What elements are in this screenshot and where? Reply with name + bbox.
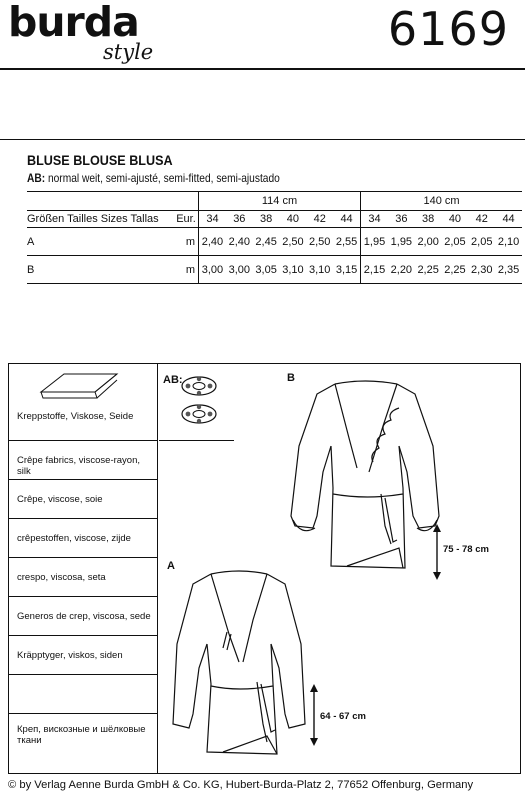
copyright-footer: © by Verlag Aenne Burda GmbH & Co. KG, Hubert-Burda-Platz 2, 77652 Offenburg, Germany bbox=[8, 779, 474, 791]
notions-label: AB: bbox=[163, 374, 183, 386]
fabric-it: crespo, viscosa, seta bbox=[17, 572, 106, 583]
value-cell: 2,35 bbox=[495, 256, 522, 284]
value-cell: 2,50 bbox=[280, 228, 307, 256]
value-cell: 3,00 bbox=[226, 256, 253, 284]
view-b-tag: B bbox=[287, 372, 295, 384]
unit-cell: m bbox=[174, 256, 199, 284]
view-a-drawing bbox=[167, 564, 317, 769]
section-divider bbox=[0, 139, 525, 140]
fabric-fr: Crêpe, viscose, soie bbox=[17, 494, 103, 505]
size-cell: 34 bbox=[361, 211, 388, 228]
length-header-114: 114 cm bbox=[199, 192, 361, 211]
value-cell: 2,20 bbox=[388, 256, 415, 284]
value-cell: 2,40 bbox=[199, 228, 226, 256]
size-cell: 36 bbox=[226, 211, 253, 228]
value-cell: 3,00 bbox=[199, 256, 226, 284]
fit-text: normal weit, semi-ajusté, semi-fitted, semi-ajustado bbox=[45, 171, 280, 185]
value-cell: 2,00 bbox=[415, 228, 442, 256]
size-cell: 36 bbox=[388, 211, 415, 228]
eur-label: Eur. bbox=[174, 211, 199, 228]
size-cell: 40 bbox=[442, 211, 469, 228]
brand-logo: burda bbox=[8, 0, 139, 46]
size-cell: 38 bbox=[415, 211, 442, 228]
length-a-label: 64 - 67 cm bbox=[320, 711, 366, 722]
brand-logo-sub: style bbox=[103, 40, 154, 64]
length-arrow-a bbox=[309, 684, 319, 746]
unit-cell: m bbox=[174, 228, 199, 256]
view-a-tag: A bbox=[167, 560, 175, 572]
value-cell: 2,15 bbox=[361, 256, 388, 284]
fabric-swatch-icon bbox=[39, 370, 119, 400]
value-cell: 1,95 bbox=[361, 228, 388, 256]
size-cell: 42 bbox=[468, 211, 495, 228]
length-header-140: 140 cm bbox=[361, 192, 522, 211]
value-cell: 2,25 bbox=[442, 256, 469, 284]
value-cell: 2,45 bbox=[253, 228, 280, 256]
fabric-sv: Kräpptyger, viskos, siden bbox=[17, 650, 123, 661]
value-cell: 2,05 bbox=[442, 228, 469, 256]
fabric-en: Crêpe fabrics, viscose-rayon, silk bbox=[17, 455, 141, 477]
value-cell: 3,05 bbox=[253, 256, 280, 284]
value-cell: 3,10 bbox=[280, 256, 307, 284]
yardage-table bbox=[27, 191, 522, 284]
view-b-drawing bbox=[287, 376, 447, 586]
size-label: Größen Tailles Sizes Tallas bbox=[27, 211, 174, 228]
value-cell: 2,05 bbox=[468, 228, 495, 256]
value-cell: 2,25 bbox=[415, 256, 442, 284]
fabric-de: Kreppstoffe, Viskose, Seide bbox=[17, 411, 134, 422]
view-b-label: B bbox=[27, 256, 174, 284]
size-cell: 34 bbox=[199, 211, 226, 228]
header-divider bbox=[0, 68, 525, 70]
fit-description bbox=[27, 171, 280, 185]
value-cell: 2,55 bbox=[333, 228, 360, 256]
fabric-nl: crêpestoffen, viscose, zijde bbox=[17, 533, 131, 544]
size-cell: 38 bbox=[253, 211, 280, 228]
length-b-label: 75 - 78 cm bbox=[443, 544, 489, 555]
length-arrow-b bbox=[432, 524, 442, 580]
value-cell: 3,15 bbox=[333, 256, 360, 284]
value-cell: 2,40 bbox=[226, 228, 253, 256]
fabric-es: Generos de crep, viscosa, sede bbox=[17, 611, 151, 622]
garment-title: BLUSE BLOUSE BLUSA bbox=[27, 152, 173, 168]
fit-label: AB: bbox=[27, 171, 46, 185]
fabric-column-divider bbox=[157, 364, 158, 773]
view-a-label: A bbox=[27, 228, 174, 256]
value-cell: 2,10 bbox=[495, 228, 522, 256]
value-cell: 2,30 bbox=[468, 256, 495, 284]
pattern-number: 6169 bbox=[387, 2, 509, 56]
value-cell: 3,10 bbox=[306, 256, 333, 284]
size-cell: 42 bbox=[306, 211, 333, 228]
snap-fastener-icon bbox=[179, 372, 221, 432]
size-cell: 40 bbox=[280, 211, 307, 228]
fabric-ru: Креп, вискозные и шёлковые ткани bbox=[17, 724, 146, 746]
size-cell: 44 bbox=[333, 211, 360, 228]
size-cell: 44 bbox=[495, 211, 522, 228]
illustration-panel bbox=[8, 363, 521, 774]
value-cell: 1,95 bbox=[388, 228, 415, 256]
value-cell: 2,50 bbox=[306, 228, 333, 256]
